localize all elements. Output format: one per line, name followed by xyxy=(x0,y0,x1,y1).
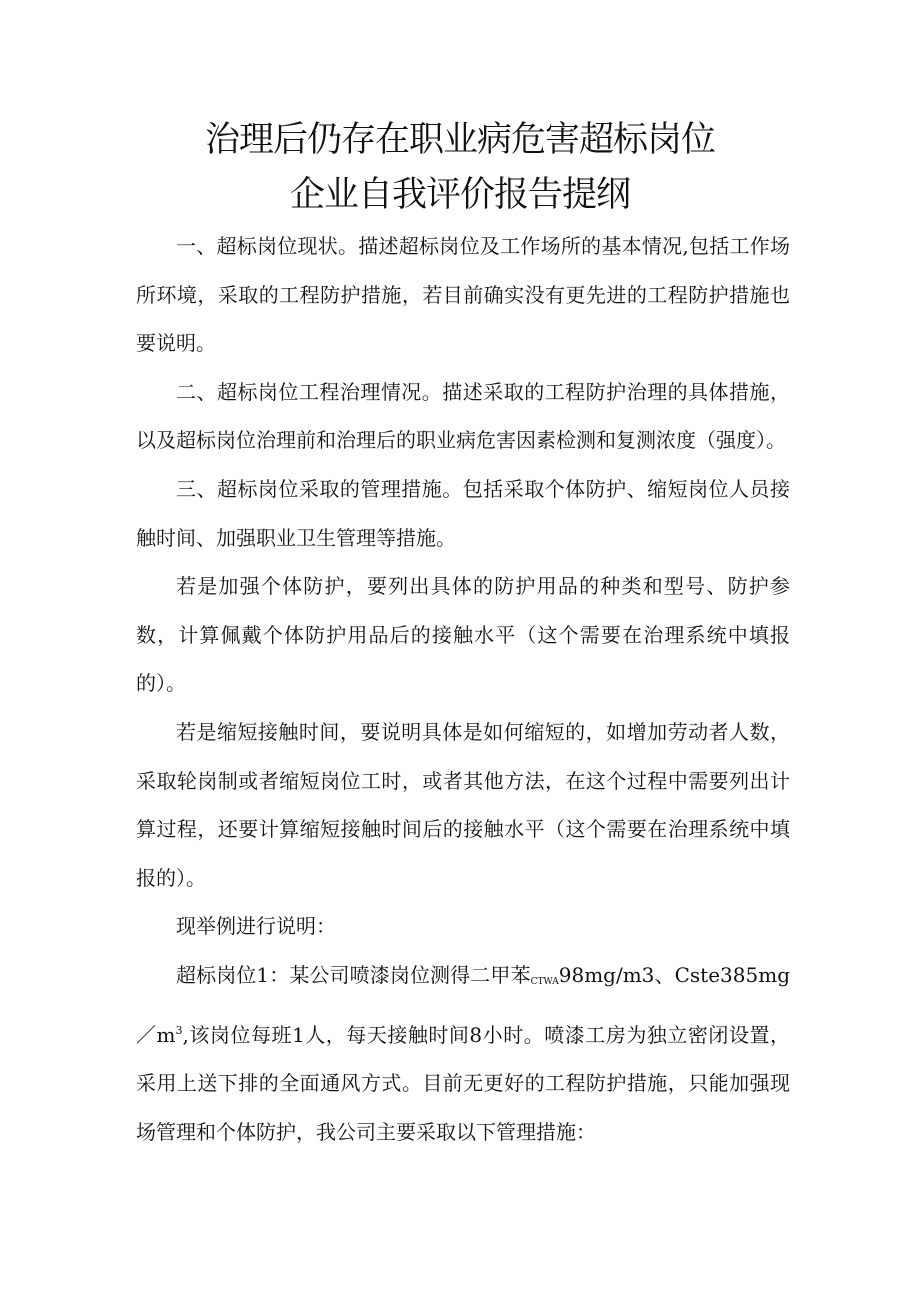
example-text-part-1: 超标岗位1：某公司喷漆岗位测得二甲苯 xyxy=(176,962,531,987)
paragraph-example xyxy=(136,951,790,1156)
paragraph-example-intro: 现举例进行说明： xyxy=(176,914,336,939)
example-subscript: CTWA xyxy=(530,976,559,987)
paragraph-personal-protection: 若是加强个体防护，要列出具体的防护用品的种类和型号、防护参数，计算佩戴个体防护用品后的接触水平（这个需要在治理系统中填报的）。 xyxy=(136,574,790,696)
example-superscript: 3 xyxy=(175,1023,183,1037)
document-title-line-2: 企业自我评价报告提纲 xyxy=(289,175,630,215)
paragraph-current-status: 一、超标岗位现状。描述超标岗位及工作场所的基本情况,包括工作场所环境，采取的工程防护措施，若目前确实没有更先进的工程防护措施也要说明。 xyxy=(136,234,790,356)
paragraph-engineering-treatment: 二、超标岗位工程治理情况。描述采取的工程防护治理的具体措施，以及超标岗位治理前和治理后的职业病危害因素检测和复测浓度（强度）。 xyxy=(136,379,790,453)
example-text-part-2: 98mg/m3、Cste385mg／m xyxy=(136,962,790,1047)
example-text-part-3: ,该岗位每班1人，每天接触时间8小时。喷漆工房为独立密闭设置，采用上送下排的全面通风方式。目前无更好的工程防护措施，只能加强现场管理和个体防护，我公司主要采取以下管理措施： xyxy=(136,1022,791,1144)
paragraph-management-measures: 三、超标岗位采取的管理措施。包括采取个体防护、缩短岗位人员接触时间、加强职业卫生管理等措施。 xyxy=(136,476,790,550)
document-body xyxy=(136,222,790,1156)
paragraph-shorten-exposure: 若是缩短接触时间，要说明具体是如何缩短的，如增加劳动者人数，采取轮岗制或者缩短岗位工时，或者其他方法，在这个过程中需要列出计算过程，还要计算缩短接触时间后的接触水平（这个需要在治理系统中填报的）。 xyxy=(136,719,790,890)
document-title-line-1: 治理后仍存在职业病危害超标岗位 xyxy=(204,120,715,160)
